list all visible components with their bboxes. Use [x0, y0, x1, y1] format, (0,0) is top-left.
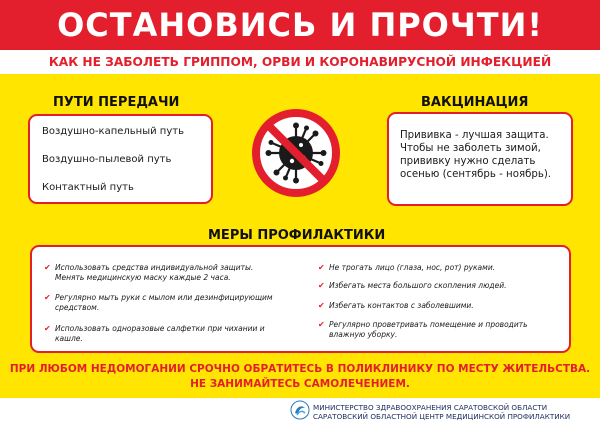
vaccination-box [387, 112, 573, 206]
footer [0, 398, 600, 424]
warning-line: ПРИ ЛЮБОМ НЕДОМОГАНИИ СРОЧНО ОБРАТИТЕСЬ В ПОЛИКЛИНИКУ ПО МЕСТУ ЖИТЕЛЬСТВА. [9, 363, 591, 375]
prevention-item-line: Избегать контактов с заболевшими. [329, 301, 474, 310]
transmission-item: Контактный путь [42, 182, 134, 193]
checkmark-icon: ✔ [318, 320, 325, 329]
prevention-item [44, 263, 306, 283]
vaccination-line: Чтобы не заболеть зимой, [400, 143, 541, 154]
prevention-item-line: Регулярно мыть руки с мылом или дезинфицирующим [55, 293, 273, 302]
prevention-item-line: Не трогать лицо (глаза, нос, рот) руками. [329, 263, 496, 272]
checkmark-icon: ✔ [318, 301, 325, 310]
prevention-item [318, 301, 568, 311]
title-banner [0, 0, 600, 50]
prevention-item-line: Использовать одноразовые салфетки при чихании и [55, 324, 265, 333]
prevention-item-line: Избегать места большого скопления людей. [329, 281, 507, 290]
ministry-name: МИНИСТЕРСТВО ЗДРАВООХРАНЕНИЯ САРАТОВСКОЙ ОБЛАСТИ [313, 403, 548, 412]
transmission-item: Воздушно-пылевой путь [42, 154, 172, 165]
prevention-item-line: кашле. [55, 334, 83, 343]
ministry-logo-icon [290, 400, 310, 424]
checkmark-icon: ✔ [44, 293, 51, 302]
subtitle-banner [0, 50, 600, 74]
prevention-item [318, 263, 568, 273]
checkmark-icon: ✔ [44, 324, 51, 333]
page-title: ОСТАНОВИСЬ И ПРОЧТИ! [57, 6, 543, 44]
warning-line: НЕ ЗАНИМАЙТЕСЬ САМОЛЕЧЕНИЕМ. [190, 378, 410, 390]
virus-prohibited-icon [245, 108, 347, 202]
vaccination-line: прививку нужно сделать [400, 156, 536, 167]
checkmark-icon: ✔ [318, 263, 325, 272]
prevention-item [44, 293, 306, 313]
prevention-item-line: влажную уборку. [329, 330, 398, 339]
prevention-item-line: Использовать средства индивидуальной защиты. [55, 263, 254, 272]
prevention-box [30, 245, 571, 353]
page-subtitle: КАК НЕ ЗАБОЛЕТЬ ГРИППОМ, ОРВИ И КОРОНАВИРУСНОЙ ИНФЕКЦИЕЙ [48, 55, 552, 69]
vaccination-line: Прививка - лучшая защита. [400, 130, 549, 141]
vaccination-heading: ВАКЦИНАЦИЯ [421, 95, 529, 110]
prevention-item [44, 324, 306, 344]
prevention-item-line: Регулярно проветривать помещение и проводить [329, 320, 528, 329]
prevention-heading: МЕРЫ ПРОФИЛАКТИКИ [208, 228, 386, 243]
prevention-item [318, 320, 568, 340]
transmission-heading: ПУТИ ПЕРЕДАЧИ [53, 95, 180, 110]
transmission-box [28, 114, 213, 204]
prevention-item-line: Менять медицинскую маску каждые 2 часа. [55, 273, 231, 282]
checkmark-icon: ✔ [44, 263, 51, 272]
vaccination-line: осенью (сентябрь - ноябрь). [400, 169, 552, 180]
checkmark-icon: ✔ [318, 281, 325, 290]
center-name: САРАТОВСКИЙ ОБЛАСТНОЙ ЦЕНТР МЕДИЦИНСКОЙ ПРОФИЛАКТИКИ [313, 412, 571, 421]
transmission-item: Воздушно-капельный путь [42, 126, 184, 137]
prevention-item [318, 281, 568, 291]
prevention-item-line: средством. [55, 303, 100, 312]
